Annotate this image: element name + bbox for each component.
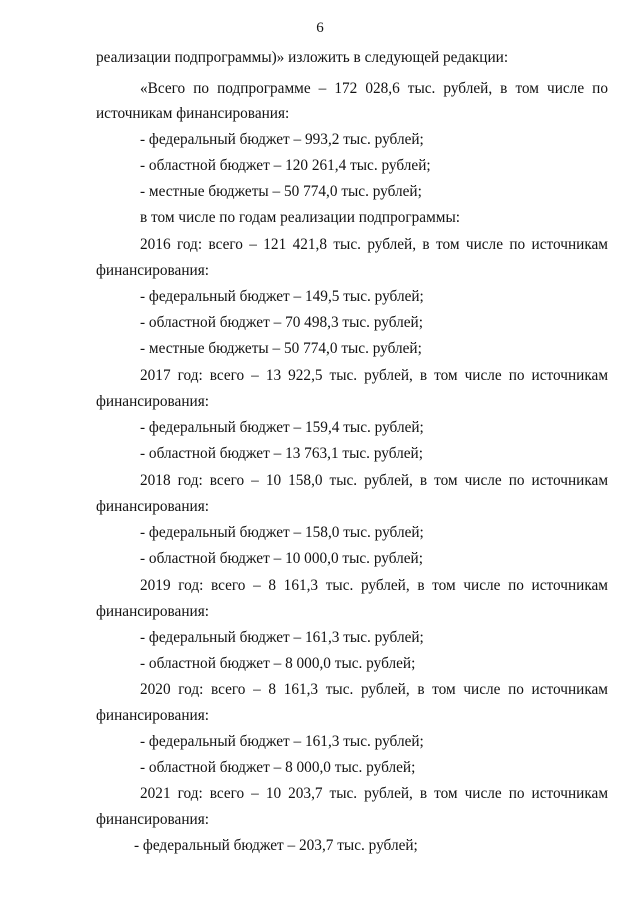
page-number: 6 bbox=[316, 20, 324, 36]
text-line: - местные бюджеты – 50 774,0 тыс. рублей; bbox=[140, 183, 422, 200]
text-line: реализации подпрограммы)» изложить в следующей редакции: bbox=[96, 49, 509, 66]
text-line: 2021 год: всего – 10 203,7 тыс. рублей, в том числе по источникам bbox=[140, 785, 608, 802]
text-line: финансирования: bbox=[96, 262, 210, 279]
text-line: - местные бюджеты – 50 774,0 тыс. рублей; bbox=[140, 340, 422, 357]
text-line: - федеральный бюджет – 993,2 тыс. рублей; bbox=[140, 131, 424, 148]
text-line: финансирования: bbox=[96, 707, 210, 724]
text-line: - областной бюджет – 70 498,3 тыс. рублей; bbox=[140, 314, 423, 331]
text-line: - областной бюджет – 8 000,0 тыс. рублей; bbox=[140, 759, 416, 776]
text-line: - областной бюджет – 13 763,1 тыс. рублей; bbox=[140, 445, 423, 462]
text-line: финансирования: bbox=[96, 498, 210, 515]
text-line: 2020 год: всего – 8 161,3 тыс. рублей, в том числе по источникам bbox=[140, 681, 608, 698]
text-line: «Всего по подпрограмме – 172 028,6 тыс. рублей, в том числе по bbox=[140, 80, 608, 97]
text-line: - федеральный бюджет – 161,3 тыс. рублей; bbox=[140, 629, 424, 646]
text-line: 2019 год: всего – 8 161,3 тыс. рублей, в том числе по источникам bbox=[140, 577, 608, 594]
text-line: 2017 год: всего – 13 922,5 тыс. рублей, в том числе по источникам bbox=[140, 367, 608, 384]
text-line: - федеральный бюджет – 158,0 тыс. рублей; bbox=[140, 524, 424, 541]
text-line: 2018 год: всего – 10 158,0 тыс. рублей, в том числе по источникам bbox=[140, 472, 608, 489]
text-line: - федеральный бюджет – 149,5 тыс. рублей; bbox=[140, 288, 424, 305]
text-line: - федеральный бюджет – 159,4 тыс. рублей; bbox=[140, 419, 424, 436]
text-line: - федеральный бюджет – 161,3 тыс. рублей; bbox=[140, 733, 424, 750]
text-line: источникам финансирования: bbox=[96, 105, 290, 122]
text-line: финансирования: bbox=[96, 603, 210, 620]
text-line: в том числе по годам реализации подпрограммы: bbox=[140, 209, 460, 226]
text-line: - областной бюджет – 120 261,4 тыс. рублей; bbox=[140, 157, 431, 174]
text-line: финансирования: bbox=[96, 393, 210, 410]
text-line: - областной бюджет – 8 000,0 тыс. рублей; bbox=[140, 655, 416, 672]
text-line: финансирования: bbox=[96, 811, 210, 828]
text-line: - областной бюджет – 10 000,0 тыс. рублей; bbox=[140, 550, 423, 567]
text-line: 2016 год: всего – 121 421,8 тыс. рублей, в том числе по источникам bbox=[140, 236, 608, 253]
text-line: - федеральный бюджет – 203,7 тыс. рублей; bbox=[134, 837, 418, 854]
